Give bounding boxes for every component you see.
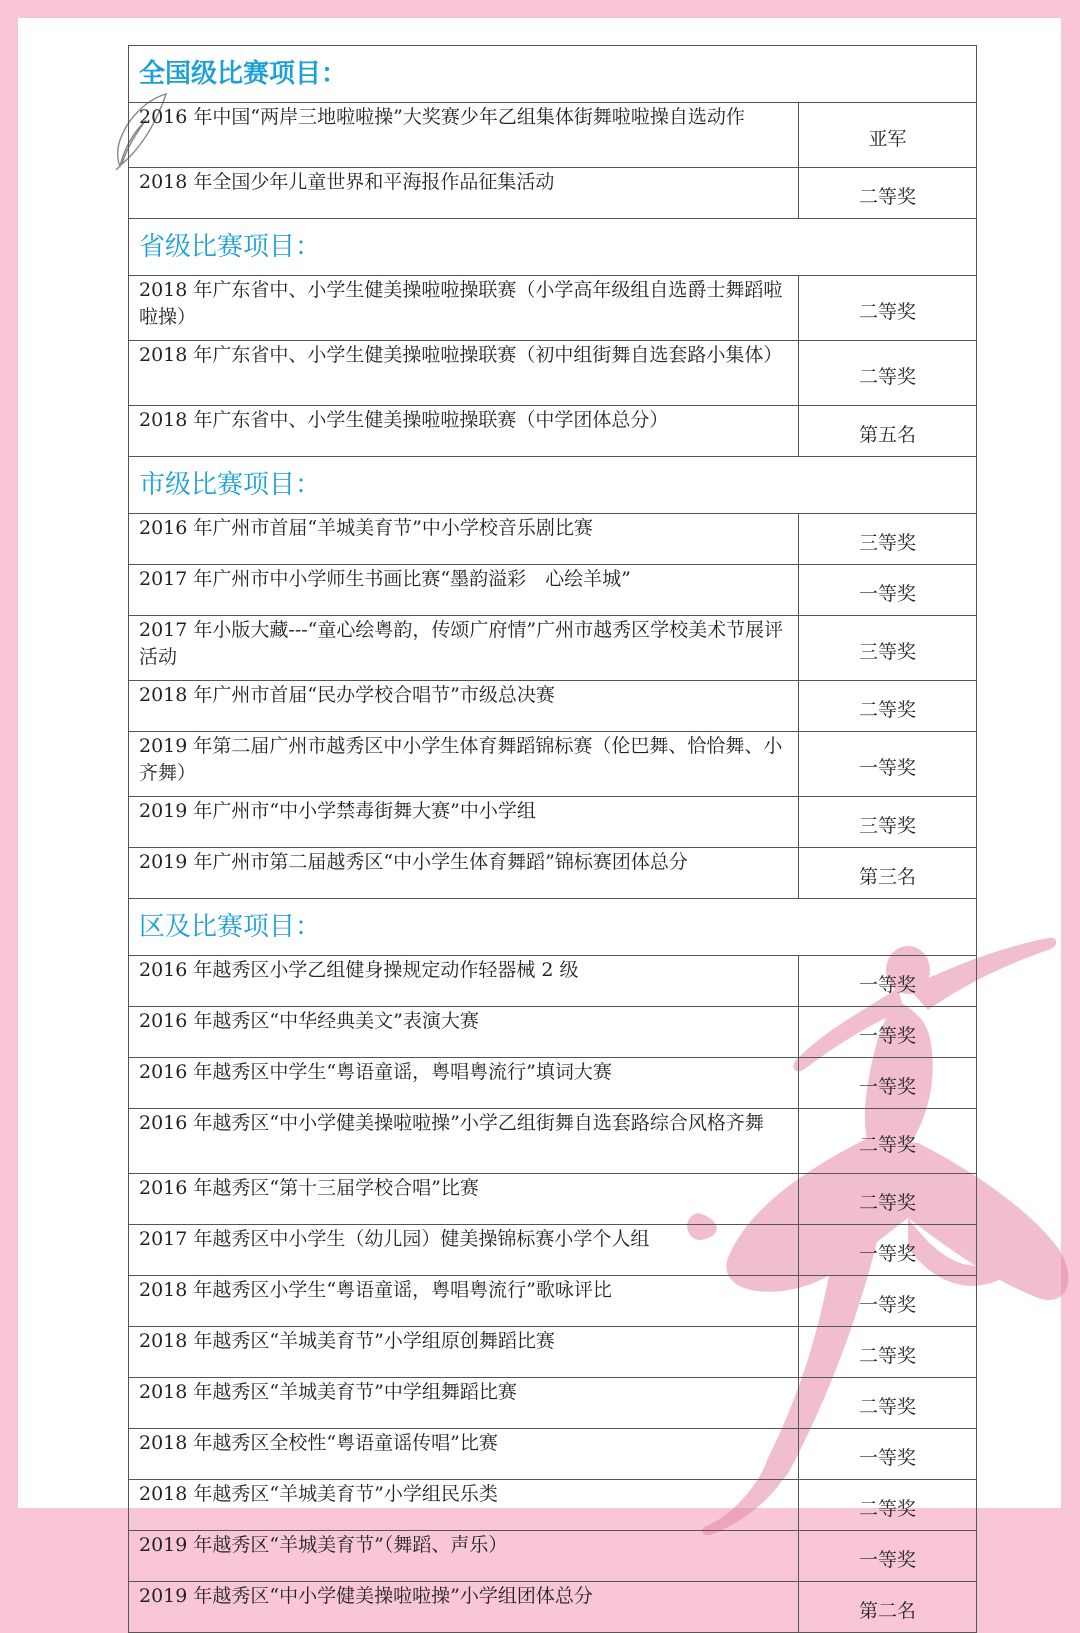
event-cell: 2018 年全国少年儿童世界和平海报作品征集活动 bbox=[129, 168, 799, 219]
event-cell: 2018 年广东省中、小学生健美操啦啦操联赛（小学高年级组自选爵士舞蹈啦啦操） bbox=[129, 276, 799, 341]
event-cell: 2019 年第二届广州市越秀区中小学生体育舞蹈锦标赛（伦巴舞、恰恰舞、小齐舞） bbox=[129, 732, 799, 797]
award-cell: 一等奖 bbox=[799, 1225, 977, 1276]
event-cell: 2017 年越秀区中小学生（幼儿园）健美操锦标赛小学个人组 bbox=[129, 1225, 799, 1276]
award-cell: 一等奖 bbox=[799, 1058, 977, 1109]
award-cell: 二等奖 bbox=[799, 1109, 977, 1174]
section-header-row bbox=[129, 899, 977, 956]
event-cell: 2016 年中国“两岸三地啦啦操”大奖赛少年乙组集体街舞啦啦操自选动作 bbox=[129, 103, 799, 168]
table-row bbox=[129, 681, 977, 732]
event-cell: 2018 年越秀区全校性“粤语童谣传唱”比赛 bbox=[129, 1429, 799, 1480]
table-row bbox=[129, 1531, 977, 1582]
event-cell: 2018 年广东省中、小学生健美操啦啦操联赛（初中组街舞自选套路小集体） bbox=[129, 341, 799, 406]
table-row bbox=[129, 1007, 977, 1058]
section-header-row bbox=[129, 46, 977, 103]
event-cell: 2018 年越秀区“羊城美育节”小学组民乐类 bbox=[129, 1480, 799, 1531]
section-title-provincial: 省级比赛项目： bbox=[129, 219, 977, 276]
award-cell: 三等奖 bbox=[799, 797, 977, 848]
event-cell: 2019 年广州市第二届越秀区“中小学生体育舞蹈”锦标赛团体总分 bbox=[129, 848, 799, 899]
event-cell: 2016 年越秀区“第十三届学校合唱”比赛 bbox=[129, 1174, 799, 1225]
event-cell: 2019 年越秀区“中小学健美操啦啦操”小学组团体总分 bbox=[129, 1582, 799, 1633]
award-cell: 二等奖 bbox=[799, 341, 977, 406]
award-cell: 第二名 bbox=[799, 1582, 977, 1633]
table-row bbox=[129, 1327, 977, 1378]
table-row bbox=[129, 1109, 977, 1174]
table-row bbox=[129, 514, 977, 565]
award-cell: 二等奖 bbox=[799, 681, 977, 732]
event-cell: 2016 年越秀区“中小学健美操啦啦操”小学乙组街舞自选套路综合风格齐舞 bbox=[129, 1109, 799, 1174]
award-cell: 二等奖 bbox=[799, 1174, 977, 1225]
event-cell: 2016 年越秀区小学乙组健身操规定动作轻器械 2 级 bbox=[129, 956, 799, 1007]
section-header-row bbox=[129, 219, 977, 276]
table-row bbox=[129, 341, 977, 406]
table-row bbox=[129, 1225, 977, 1276]
table-row bbox=[129, 1276, 977, 1327]
table-row bbox=[129, 565, 977, 616]
table-row bbox=[129, 168, 977, 219]
section-title-national: 全国级比赛项目： bbox=[129, 46, 977, 103]
event-cell: 2016 年广州市首届“羊城美育节”中小学校音乐剧比赛 bbox=[129, 514, 799, 565]
award-cell: 一等奖 bbox=[799, 1007, 977, 1058]
table-row bbox=[129, 103, 977, 168]
table-row bbox=[129, 1058, 977, 1109]
table-row bbox=[129, 797, 977, 848]
award-cell: 二等奖 bbox=[799, 168, 977, 219]
award-cell: 三等奖 bbox=[799, 514, 977, 565]
event-cell: 2018 年越秀区“羊城美育节”中学组舞蹈比赛 bbox=[129, 1378, 799, 1429]
table-row bbox=[129, 956, 977, 1007]
award-cell: 一等奖 bbox=[799, 732, 977, 797]
award-cell: 一等奖 bbox=[799, 956, 977, 1007]
table-row bbox=[129, 276, 977, 341]
event-cell: 2016 年越秀区中学生“粤语童谣，粤唱粤流行”填词大赛 bbox=[129, 1058, 799, 1109]
table-row bbox=[129, 1378, 977, 1429]
award-cell: 一等奖 bbox=[799, 565, 977, 616]
table-row bbox=[129, 616, 977, 681]
event-cell: 2018 年广州市首届“民办学校合唱节”市级总决赛 bbox=[129, 681, 799, 732]
section-title-district: 区及比赛项目： bbox=[129, 899, 977, 956]
event-cell: 2017 年广州市中小学师生书画比赛“墨韵溢彩 心绘羊城” bbox=[129, 565, 799, 616]
award-cell: 一等奖 bbox=[799, 1276, 977, 1327]
event-cell: 2019 年广州市“中小学禁毒街舞大赛”中小学组 bbox=[129, 797, 799, 848]
award-cell: 第五名 bbox=[799, 406, 977, 457]
table-row bbox=[129, 1582, 977, 1633]
award-cell: 二等奖 bbox=[799, 1327, 977, 1378]
page bbox=[18, 18, 1061, 1622]
table-row bbox=[129, 406, 977, 457]
section-header-row bbox=[129, 457, 977, 514]
table-row bbox=[129, 1429, 977, 1480]
awards-table bbox=[128, 45, 977, 1633]
table-row bbox=[129, 1174, 977, 1225]
award-cell: 一等奖 bbox=[799, 1531, 977, 1582]
table-row bbox=[129, 732, 977, 797]
event-cell: 2018 年越秀区小学生“粤语童谣，粤唱粤流行”歌咏评比 bbox=[129, 1276, 799, 1327]
event-cell: 2017 年小版大藏---“童心绘粤韵，传颂广府情”广州市越秀区学校美术节展评活动 bbox=[129, 616, 799, 681]
event-cell: 2018 年越秀区“羊城美育节”小学组原创舞蹈比赛 bbox=[129, 1327, 799, 1378]
award-cell: 第三名 bbox=[799, 848, 977, 899]
table-row bbox=[129, 1480, 977, 1531]
event-cell: 2016 年越秀区“中华经典美文”表演大赛 bbox=[129, 1007, 799, 1058]
event-cell: 2018 年广东省中、小学生健美操啦啦操联赛（中学团体总分） bbox=[129, 406, 799, 457]
award-cell: 三等奖 bbox=[799, 616, 977, 681]
event-cell: 2019 年越秀区“羊城美育节”（舞蹈、声乐） bbox=[129, 1531, 799, 1582]
award-cell: 一等奖 bbox=[799, 1429, 977, 1480]
award-cell: 二等奖 bbox=[799, 276, 977, 341]
table-row bbox=[129, 848, 977, 899]
award-cell: 二等奖 bbox=[799, 1378, 977, 1429]
section-title-municipal: 市级比赛项目： bbox=[129, 457, 977, 514]
award-cell: 二等奖 bbox=[799, 1480, 977, 1531]
award-cell: 亚军 bbox=[799, 103, 977, 168]
